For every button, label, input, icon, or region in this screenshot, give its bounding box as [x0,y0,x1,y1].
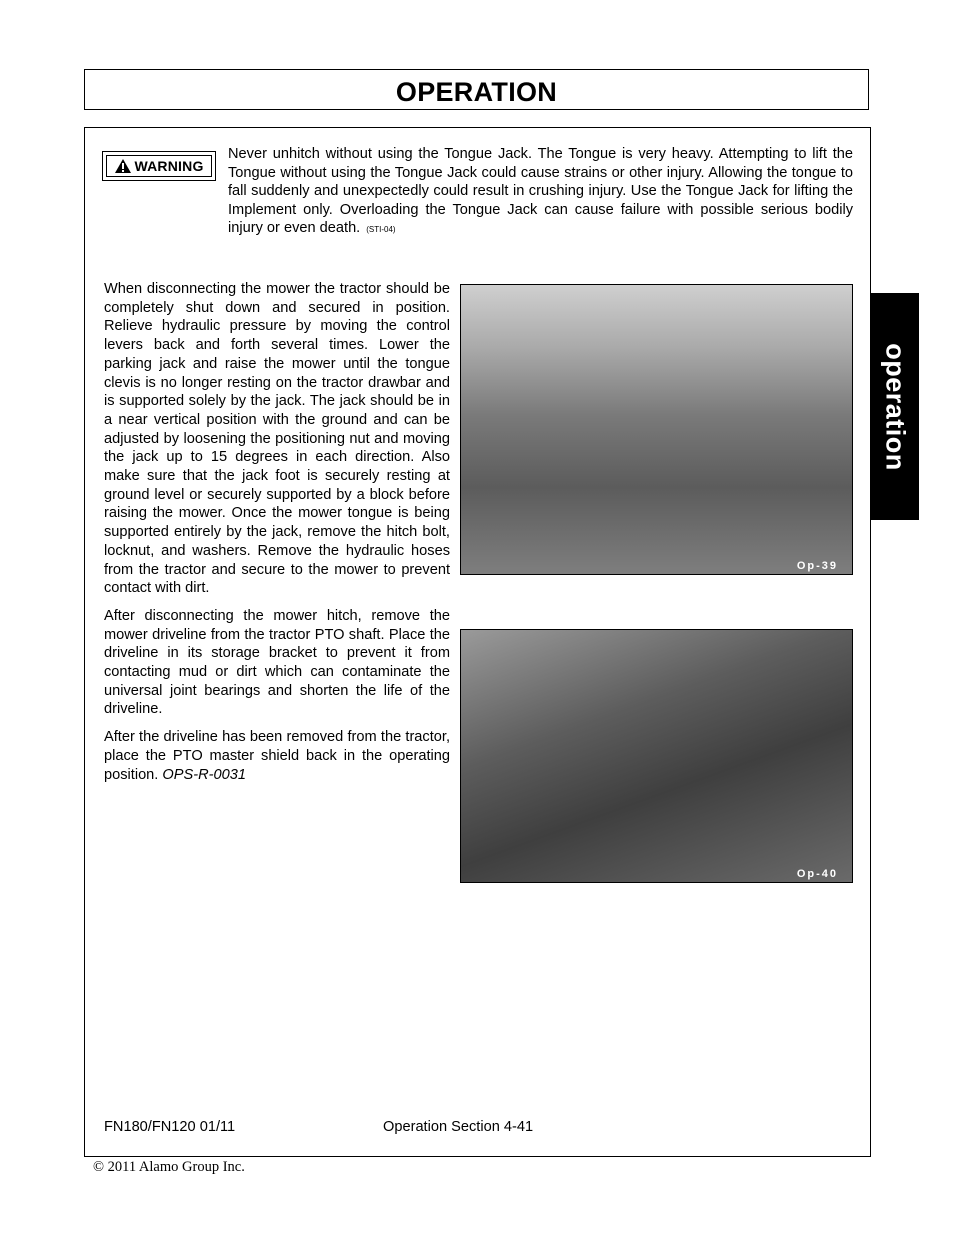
copyright: © 2011 Alamo Group Inc. [93,1159,245,1175]
warning-label: WARNING [134,158,204,174]
section-tab-label: operation [880,342,910,471]
warning-text: Never unhitch without using the Tongue Jack. The Tongue is very heavy. Attempting to lift the Tongue without using the Tongue Jack could cause strains or other injury. Allowing the tongue to fall suddenly and unexpectedly could result in crushing injury. Use the Tongue Jack for lifting the Implement only. Overloading the Tongue Jack can cause failure with possible serious bodily injury or even death. [228,146,853,237]
photo-driveline-storage [460,629,853,883]
page-title: OPERATION [395,77,558,107]
warning-triangle-icon [114,158,132,174]
page-header [84,69,869,110]
paragraph-pto-shield [104,728,450,784]
photo-mower-unhitched [460,284,853,575]
photo-caption: Op-40 [796,868,838,880]
paragraph-ref: OPS-R-0031 [162,766,246,783]
paragraph-pto-shield-text: After the driveline has been removed from the tractor, place the PTO master shield back in the operating position. [104,729,450,783]
warning-message [228,145,853,240]
paragraph-driveline: After disconnecting the mower hitch, remove the mower driveline from the tractor PTO shaft. Place the driveline in its storage bracket to prevent it from contacting mud or dirt which can contaminate the universal joint bearings and shorten the life of the driveline. [104,607,450,718]
instructions-column [104,280,450,793]
footer-model: FN180/FN120 01/11 [104,1119,236,1135]
paragraph-disconnect: When disconnecting the mower the tractor should be completely shut down and secured in position. Relieve hydraulic pressure by moving the control levers back and forth several times. Lower the parking jack and raise the mower until the tongue clevis is no longer resting on the tractor drawbar and is supported solely by the jack. The jack should be in a near vertical position with the ground and can be adjusted by loosening the positioning nut and moving the jack up to 15 degrees in each direction. Also make sure that the jack foot is securely resting at ground level or securely supported by a block before raising the mower. Once the mower tongue is being supported entirely by the jack, remove the hitch bolt, locknut, and washers. Remove the hydraulic hoses from the tractor and secure to the mower to prevent contact with dirt. [104,281,450,597]
section-tab [870,293,919,520]
footer-section: Operation Section 4-41 [383,1119,534,1135]
warning-ref: (STI-04) [366,225,396,235]
photo-caption: Op-39 [796,560,838,572]
warning-badge [102,151,216,181]
